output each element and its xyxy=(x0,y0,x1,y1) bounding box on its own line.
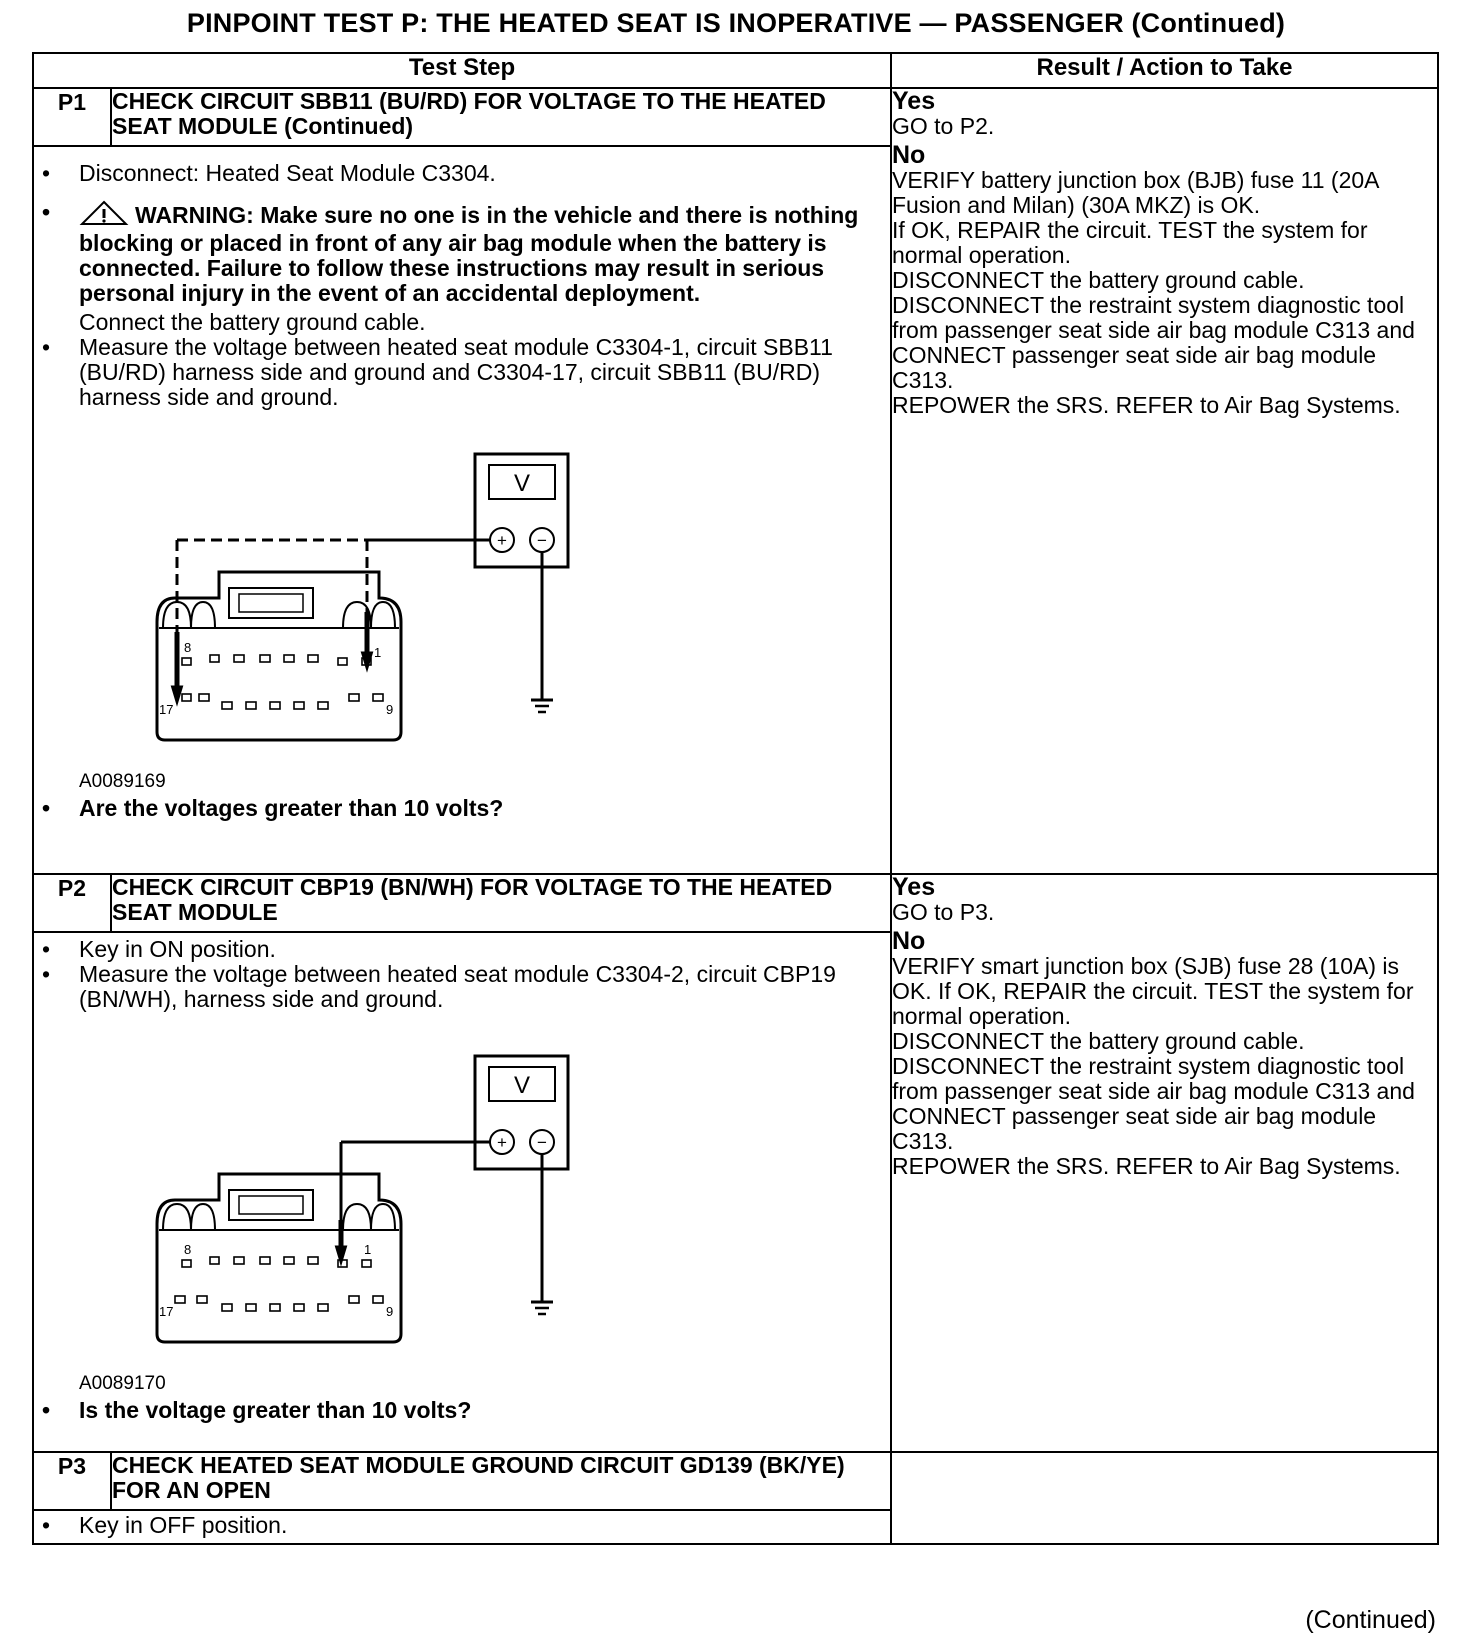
step-title: CHECK CIRCUIT SBB11 (BU/RD) FOR VOLTAGE TO THE HEATED SEAT MODULE (Continued) xyxy=(111,88,891,146)
plain-step-text: Connect the battery ground cable. xyxy=(79,309,426,335)
step-id: P1 xyxy=(33,88,111,146)
ground-icon xyxy=(531,700,553,712)
step-p2-question xyxy=(34,1398,890,1423)
figure-id: A0089169 xyxy=(79,771,166,792)
bullet-item: • Disconnect: Heated Seat Module C3304. xyxy=(34,161,890,186)
step-p3-result xyxy=(891,1452,1438,1544)
connector-diagram-p1 xyxy=(79,452,890,792)
bullet-item: • Measure the voltage between heated seat module C3304-1, circuit SBB11 (BU/RD) harness side and ground and C3304-17, circuit SBB11 (BU/RD) harness side and ground. xyxy=(34,335,890,410)
bullet-item: • Measure the voltage between heated seat module C3304-2, circuit CBP19 (BN/WH), harness side and ground. xyxy=(34,962,890,1012)
pin-9-label: 9 xyxy=(386,1304,394,1319)
warning-item xyxy=(34,200,890,335)
voltmeter-label: V xyxy=(513,1072,531,1099)
bullet-item: • Key in ON position. xyxy=(34,937,890,962)
no-action-line: DISCONNECT the restraint system diagnostic tool from passenger seat side air bag module C313 and CONNECT passenger seat side air bag module C313. xyxy=(892,292,1415,393)
plus-label: + xyxy=(497,531,507,550)
warning-text: WARNING: Make sure no one is in the vehicle and there is nothing blocking or placed in front of any air bag module when the battery is connected. Failure to follow these instructions may result in serious personal injury in the event of an accidental deployment. xyxy=(79,202,859,306)
no-action-line: REPOWER the SRS. REFER to Air Bag Systems. xyxy=(892,1153,1401,1179)
no-action-line: If OK, REPAIR the circuit. TEST the system for normal operation. xyxy=(892,217,1368,268)
no-action-line: VERIFY battery junction box (BJB) fuse 11 (20A Fusion and Milan) (30A MKZ) is OK. xyxy=(892,167,1379,218)
step-p1-title-row xyxy=(33,88,1438,146)
no-action-line: DISCONNECT the battery ground cable. xyxy=(892,1028,1305,1054)
step-p1-result xyxy=(891,88,1438,874)
pin-1-label: 1 xyxy=(364,1242,372,1257)
yes-action: GO to P2. xyxy=(892,113,995,139)
pin-17-label: 17 xyxy=(159,1304,174,1319)
no-label: No xyxy=(892,141,926,169)
minus-label: − xyxy=(537,531,547,550)
question-item: • Is the voltage greater than 10 volts? xyxy=(34,1398,890,1423)
pinpoint-test-table xyxy=(32,52,1439,1545)
page-title: PINPOINT TEST P: THE HEATED SEAT IS INOPERATIVE — PASSENGER (Continued) xyxy=(186,8,1286,38)
connector-diagram-p2 xyxy=(79,1054,890,1394)
figure-id: A0089170 xyxy=(79,1373,166,1394)
step-p3-bullets xyxy=(34,1513,890,1538)
step-p2-title-row xyxy=(33,874,1438,932)
test-step-header: Test Step xyxy=(33,53,891,88)
step-p3-body xyxy=(33,1510,891,1544)
no-action-line: DISCONNECT the restraint system diagnostic tool from passenger seat side air bag module C313 and CONNECT passenger seat side air bag module C313. xyxy=(892,1053,1415,1154)
pin-8-label: 8 xyxy=(184,640,192,655)
warning-triangle-icon xyxy=(79,200,135,231)
yes-action: GO to P3. xyxy=(892,899,995,925)
step-p1-body xyxy=(33,146,891,874)
step-p1-question xyxy=(34,796,890,821)
pin-9-label: 9 xyxy=(386,702,394,717)
no-action-line: REPOWER the SRS. REFER to Air Bag Systems. xyxy=(892,392,1401,418)
continued-label: (Continued) xyxy=(1305,1606,1436,1634)
voltmeter-label: V xyxy=(513,470,531,497)
minus-label: − xyxy=(537,1133,547,1152)
table-header-row xyxy=(33,53,1438,88)
step-p2-result xyxy=(891,874,1438,1452)
ground-icon xyxy=(531,1302,553,1314)
plus-label: + xyxy=(497,1133,507,1152)
step-id: P3 xyxy=(33,1452,111,1510)
pin-17-label: 17 xyxy=(159,702,174,717)
probe-pin-2 xyxy=(338,1220,344,1258)
step-title: CHECK CIRCUIT CBP19 (BN/WH) FOR VOLTAGE TO THE HEATED SEAT MODULE xyxy=(111,874,891,932)
step-id: P2 xyxy=(33,874,111,932)
step-p2-bullets xyxy=(34,937,890,1012)
pin-8-label: 8 xyxy=(184,1242,192,1257)
probe-pin-17 xyxy=(174,632,180,698)
c3304-connector xyxy=(157,1174,401,1342)
yes-label: Yes xyxy=(892,87,936,115)
result-header: Result / Action to Take xyxy=(891,53,1438,88)
step-title: CHECK HEATED SEAT MODULE GROUND CIRCUIT GD139 (BK/YE) FOR AN OPEN xyxy=(111,1452,891,1510)
no-action-line: VERIFY smart junction box (SJB) fuse 28 (10A) is OK. If OK, REPAIR the circuit. TEST the system for normal operation. xyxy=(892,953,1414,1029)
no-label: No xyxy=(892,927,926,955)
question-item: • Are the voltages greater than 10 volts? xyxy=(34,796,890,821)
bullet-item: • Key in OFF position. xyxy=(34,1513,890,1538)
probe-pin-1 xyxy=(364,612,370,664)
pin-1-label: 1 xyxy=(374,645,382,660)
yes-label: Yes xyxy=(892,873,936,901)
step-p3-title-row xyxy=(33,1452,1438,1510)
step-p2-body xyxy=(33,932,891,1452)
no-action-line: DISCONNECT the battery ground cable. xyxy=(892,267,1305,293)
step-p1-bullets xyxy=(34,161,890,410)
